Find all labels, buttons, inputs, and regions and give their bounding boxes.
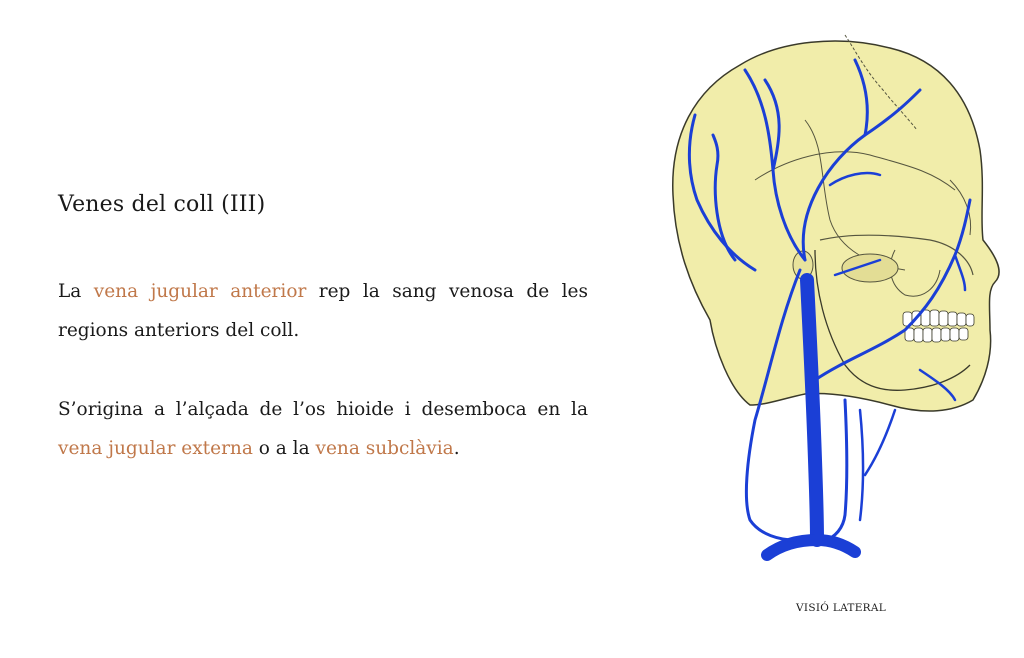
skull-neck-veins-illustration — [655, 20, 1015, 580]
paragraph-text: . — [453, 438, 460, 459]
paragraph-text: S’origina a l’alçada de l’os hioide i desemboca en la — [58, 399, 588, 420]
paragraph-text: rep la sang venosa de les regions anteriors del coll. — [58, 281, 588, 341]
paragraph-text: o a la — [252, 438, 316, 459]
paragraph-text: La — [58, 281, 94, 302]
paragraph-anterior-jugular — [58, 272, 588, 350]
highlight-vena-subclavia: vena subclàvia — [315, 438, 454, 459]
highlight-vena-jugular-anterior: vena jugular anterior — [93, 281, 307, 302]
page-title: Venes del coll (III) — [58, 192, 266, 217]
highlight-vena-jugular-externa: vena jugular externa — [58, 438, 253, 459]
skull-drawing — [673, 35, 999, 411]
paragraph-origin — [58, 390, 588, 468]
illustration-caption: VISIÓ LATERAL — [796, 602, 887, 614]
